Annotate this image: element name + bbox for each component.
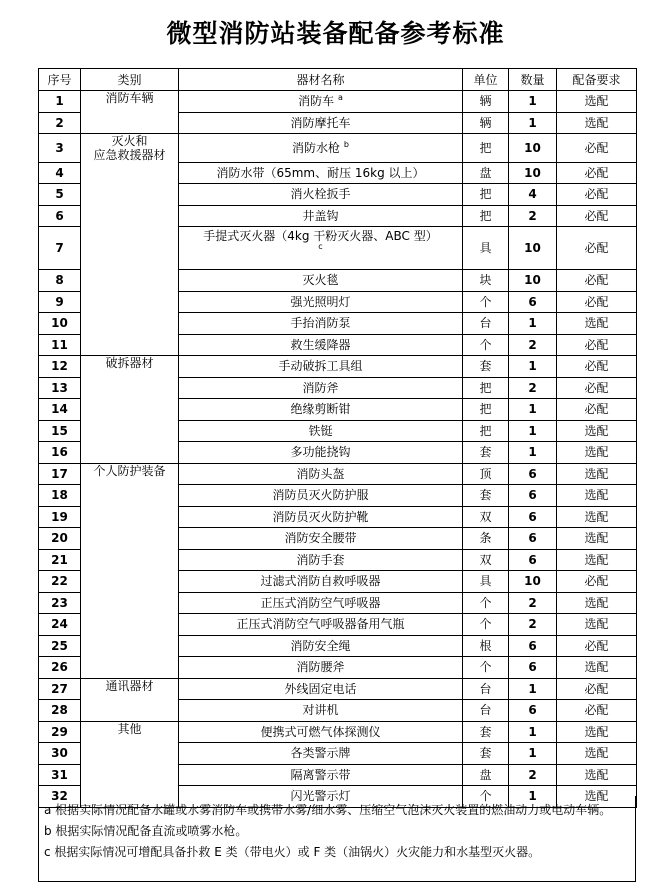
row-quantity: 6 (509, 506, 557, 528)
row-index: 4 (39, 162, 81, 184)
row-category (81, 635, 179, 657)
row-name (179, 700, 463, 722)
row-unit: 具 (463, 571, 509, 593)
row-index: 20 (39, 528, 81, 550)
row-quantity: 10 (509, 227, 557, 270)
row-unit: 条 (463, 528, 509, 550)
row-requirement: 选配 (557, 743, 637, 765)
row-unit: 具 (463, 227, 509, 270)
table-row (39, 184, 637, 206)
row-quantity: 1 (509, 399, 557, 421)
row-name (179, 227, 463, 270)
row-requirement: 必配 (557, 134, 637, 163)
equipment-name: 消防水带（65mm、耐压 16kg 以上） (216, 165, 425, 180)
row-requirement: 选配 (557, 485, 637, 507)
table-row (39, 420, 637, 442)
row-requirement: 选配 (557, 313, 637, 335)
row-requirement: 选配 (557, 549, 637, 571)
row-category (81, 91, 179, 113)
row-index: 16 (39, 442, 81, 464)
equipment-name: 井盖钩 (302, 208, 339, 223)
row-name (179, 270, 463, 292)
row-unit: 套 (463, 485, 509, 507)
row-requirement: 必配 (557, 635, 637, 657)
table-row (39, 678, 637, 700)
row-category (81, 442, 179, 464)
table-row (39, 528, 637, 550)
table-row (39, 657, 637, 679)
row-category (81, 313, 179, 335)
equipment-name: 铁铤 (308, 423, 333, 438)
row-requirement: 必配 (557, 399, 637, 421)
row-unit: 个 (463, 786, 509, 808)
row-category (81, 485, 179, 507)
equipment-name: 强光照明灯 (290, 294, 351, 309)
row-category (81, 356, 179, 378)
row-unit: 双 (463, 549, 509, 571)
row-requirement: 选配 (557, 112, 637, 134)
row-category (81, 162, 179, 184)
row-requirement: 选配 (557, 614, 637, 636)
row-unit: 把 (463, 377, 509, 399)
row-category (81, 334, 179, 356)
table-row (39, 291, 637, 313)
category-label: 个人防护装备 (93, 463, 166, 478)
equipment-name: 救生缓降器 (290, 337, 351, 352)
row-requirement: 选配 (557, 657, 637, 679)
row-index: 29 (39, 721, 81, 743)
row-quantity: 6 (509, 528, 557, 550)
row-quantity: 1 (509, 420, 557, 442)
row-quantity: 1 (509, 786, 557, 808)
row-unit: 把 (463, 399, 509, 421)
row-category (81, 700, 179, 722)
row-quantity: 10 (509, 571, 557, 593)
row-unit: 个 (463, 614, 509, 636)
row-requirement: 选配 (557, 528, 637, 550)
row-index: 31 (39, 764, 81, 786)
row-unit: 把 (463, 134, 509, 163)
row-unit: 根 (463, 635, 509, 657)
equipment-name: 消火栓扳手 (290, 187, 351, 202)
row-requirement: 选配 (557, 764, 637, 786)
row-index: 24 (39, 614, 81, 636)
equipment-name: 灭火毯 (302, 273, 339, 288)
row-index: 7 (39, 227, 81, 270)
row-index: 27 (39, 678, 81, 700)
equipment-name: 消防安全绳 (290, 638, 351, 653)
table-row (39, 743, 637, 765)
row-quantity: 6 (509, 549, 557, 571)
row-category (81, 205, 179, 227)
row-unit: 辆 (463, 91, 509, 113)
row-quantity: 10 (509, 134, 557, 163)
row-unit: 辆 (463, 112, 509, 134)
row-category (81, 184, 179, 206)
category-label: 通讯器材 (105, 678, 154, 693)
footnote-b: b 根据实际情况配备直流或喷雾水枪。 (44, 824, 248, 838)
row-quantity: 2 (509, 334, 557, 356)
row-quantity: 6 (509, 700, 557, 722)
table-row (39, 700, 637, 722)
row-quantity: 1 (509, 356, 557, 378)
header-index: 序号 (39, 69, 81, 91)
row-unit: 台 (463, 313, 509, 335)
row-requirement: 必配 (557, 162, 637, 184)
equipment-name: 各类警示牌 (290, 746, 351, 761)
row-name (179, 184, 463, 206)
row-quantity: 2 (509, 205, 557, 227)
row-requirement: 必配 (557, 184, 637, 206)
row-index: 14 (39, 399, 81, 421)
footnote-marker: c (318, 242, 323, 251)
row-name (179, 571, 463, 593)
row-index: 11 (39, 334, 81, 356)
row-category (81, 506, 179, 528)
footnotes (38, 796, 636, 882)
row-quantity: 1 (509, 313, 557, 335)
row-name (179, 134, 463, 163)
row-category (81, 399, 179, 421)
equipment-name: 消防手套 (296, 552, 345, 567)
table-row (39, 506, 637, 528)
row-name (179, 313, 463, 335)
row-quantity: 1 (509, 442, 557, 464)
row-index: 9 (39, 291, 81, 313)
footnote-marker: a (337, 93, 343, 103)
row-requirement: 必配 (557, 227, 637, 270)
row-index: 22 (39, 571, 81, 593)
row-quantity: 2 (509, 592, 557, 614)
row-unit: 双 (463, 506, 509, 528)
table-row (39, 134, 637, 163)
row-requirement: 选配 (557, 786, 637, 808)
table-row (39, 162, 637, 184)
row-name (179, 334, 463, 356)
row-requirement: 选配 (557, 721, 637, 743)
row-name (179, 399, 463, 421)
category-label: 其他 (117, 721, 142, 736)
header-name: 器材名称 (179, 69, 463, 91)
row-quantity: 10 (509, 162, 557, 184)
row-name (179, 463, 463, 485)
row-requirement: 选配 (557, 442, 637, 464)
row-quantity: 1 (509, 112, 557, 134)
equipment-table (38, 68, 637, 808)
row-quantity: 6 (509, 485, 557, 507)
table-row (39, 399, 637, 421)
row-requirement: 必配 (557, 356, 637, 378)
header-requirement: 配备要求 (557, 69, 637, 91)
row-unit: 盘 (463, 764, 509, 786)
equipment-name: 消防摩托车 (290, 115, 351, 130)
row-requirement: 必配 (557, 700, 637, 722)
row-category (81, 743, 179, 765)
row-quantity: 6 (509, 635, 557, 657)
equipment-name: 消防员灭火防护靴 (272, 509, 369, 524)
equipment-name: 过滤式消防自救呼吸器 (260, 574, 381, 589)
equipment-name: 消防水枪 (292, 140, 341, 155)
row-index: 6 (39, 205, 81, 227)
table-header-row (39, 69, 637, 91)
row-quantity: 2 (509, 614, 557, 636)
equipment-name: 正压式消防空气呼吸器 (260, 595, 381, 610)
row-requirement: 必配 (557, 571, 637, 593)
row-category (81, 463, 179, 485)
row-category (81, 657, 179, 679)
table-row (39, 91, 637, 113)
row-name (179, 162, 463, 184)
row-unit: 顶 (463, 463, 509, 485)
row-unit: 个 (463, 592, 509, 614)
row-index: 30 (39, 743, 81, 765)
row-unit: 套 (463, 442, 509, 464)
row-name (179, 91, 463, 113)
equipment-name: 消防斧 (302, 380, 339, 395)
equipment-name: 手抬消防泵 (290, 316, 351, 331)
row-unit: 套 (463, 356, 509, 378)
row-index: 12 (39, 356, 81, 378)
row-index: 13 (39, 377, 81, 399)
row-category (81, 592, 179, 614)
row-requirement: 选配 (557, 91, 637, 113)
row-requirement: 选配 (557, 420, 637, 442)
row-unit: 个 (463, 334, 509, 356)
row-category (81, 227, 179, 270)
header-quantity: 数量 (509, 69, 557, 91)
equipment-name: 消防安全腰带 (284, 531, 357, 546)
row-index: 17 (39, 463, 81, 485)
row-unit: 台 (463, 678, 509, 700)
row-requirement: 必配 (557, 291, 637, 313)
header-category: 类别 (81, 69, 179, 91)
row-quantity: 1 (509, 678, 557, 700)
row-index: 8 (39, 270, 81, 292)
page-title: 微型消防站装备配备参考标准 (166, 19, 505, 48)
row-index: 23 (39, 592, 81, 614)
row-unit: 个 (463, 291, 509, 313)
row-name (179, 420, 463, 442)
row-requirement: 必配 (557, 334, 637, 356)
equipment-name: 便携式可燃气体探测仪 (260, 724, 381, 739)
category-label: 破拆器材 (105, 356, 154, 370)
row-quantity: 6 (509, 463, 557, 485)
row-index: 28 (39, 700, 81, 722)
category-label: 消防车辆 (105, 91, 154, 105)
row-category (81, 112, 179, 134)
table-row (39, 614, 637, 636)
equipment-name: 手提式灭火器（4kg 干粉灭火器、ABC 型） (203, 229, 438, 243)
row-unit: 套 (463, 743, 509, 765)
equipment-name: 隔离警示带 (290, 767, 351, 782)
row-unit: 把 (463, 184, 509, 206)
row-quantity: 1 (509, 721, 557, 743)
row-requirement: 必配 (557, 377, 637, 399)
table-row (39, 463, 637, 485)
row-name (179, 678, 463, 700)
row-requirement: 选配 (557, 463, 637, 485)
row-category (81, 134, 179, 163)
row-name (179, 592, 463, 614)
category-label: 灭火和 应急救援器材 (93, 134, 166, 162)
row-quantity: 1 (509, 91, 557, 113)
table-row (39, 635, 637, 657)
row-name (179, 485, 463, 507)
row-index: 2 (39, 112, 81, 134)
row-name (179, 356, 463, 378)
row-category (81, 721, 179, 743)
table-row (39, 313, 637, 335)
row-name (179, 764, 463, 786)
row-unit: 个 (463, 657, 509, 679)
row-index: 18 (39, 485, 81, 507)
row-name (179, 549, 463, 571)
equipment-name: 消防头盔 (296, 466, 345, 481)
table-row (39, 356, 637, 378)
equipment-name: 消防腰斧 (296, 660, 345, 675)
row-category (81, 528, 179, 550)
equipment-name: 正压式消防空气呼吸器备用气瓶 (236, 617, 405, 632)
row-quantity: 4 (509, 184, 557, 206)
row-name (179, 442, 463, 464)
row-index: 26 (39, 657, 81, 679)
row-requirement: 必配 (557, 678, 637, 700)
row-unit: 块 (463, 270, 509, 292)
row-name (179, 205, 463, 227)
table-row (39, 334, 637, 356)
row-quantity: 10 (509, 270, 557, 292)
table-row (39, 227, 637, 270)
row-quantity: 2 (509, 764, 557, 786)
row-index: 15 (39, 420, 81, 442)
row-index: 19 (39, 506, 81, 528)
row-quantity: 2 (509, 377, 557, 399)
table-row (39, 270, 637, 292)
row-index: 3 (39, 134, 81, 163)
row-category (81, 420, 179, 442)
row-category (81, 571, 179, 593)
row-requirement: 必配 (557, 205, 637, 227)
footnote-marker: b (343, 139, 349, 149)
row-index: 21 (39, 549, 81, 571)
equipment-name: 外线固定电话 (284, 681, 357, 696)
row-category (81, 614, 179, 636)
row-unit: 套 (463, 721, 509, 743)
row-name (179, 291, 463, 313)
row-name (179, 635, 463, 657)
row-unit: 盘 (463, 162, 509, 184)
row-name (179, 112, 463, 134)
table-row (39, 442, 637, 464)
equipment-name: 对讲机 (302, 703, 339, 718)
row-category (81, 764, 179, 786)
row-category (81, 549, 179, 571)
table-row (39, 764, 637, 786)
row-index: 10 (39, 313, 81, 335)
table-row (39, 485, 637, 507)
row-name (179, 743, 463, 765)
row-requirement: 选配 (557, 506, 637, 528)
table-row (39, 721, 637, 743)
row-unit: 把 (463, 205, 509, 227)
equipment-name: 闪光警示灯 (290, 789, 351, 804)
table-row (39, 377, 637, 399)
row-index: 32 (39, 786, 81, 808)
table-row (39, 549, 637, 571)
header-unit: 单位 (463, 69, 509, 91)
row-requirement: 选配 (557, 592, 637, 614)
row-unit: 把 (463, 420, 509, 442)
row-quantity: 6 (509, 291, 557, 313)
footnote-c: c 根据实际情况可增配具备扑救 E 类（带电火）或 F 类（油锅火）火灾能力和水基型灭火器。 (44, 845, 541, 859)
row-category (81, 377, 179, 399)
row-index: 5 (39, 184, 81, 206)
row-category (81, 291, 179, 313)
table-row (39, 205, 637, 227)
row-name (179, 377, 463, 399)
table-row (39, 592, 637, 614)
footnote-a: a 根据实际情况配备水罐或水雾消防车或携带水雾/细水雾、压缩空气泡沫灭火装置的燃油动力或电动车辆。 (44, 803, 612, 817)
equipment-name: 多功能挠钩 (290, 445, 351, 460)
table-row (39, 112, 637, 134)
equipment-name: 绝缘剪断钳 (290, 402, 351, 417)
equipment-name: 消防员灭火防护服 (272, 488, 369, 503)
row-name (179, 614, 463, 636)
equipment-name: 手动破拆工具组 (278, 359, 363, 374)
row-name (179, 506, 463, 528)
equipment-name: 消防车 (298, 94, 335, 109)
row-requirement: 必配 (557, 270, 637, 292)
row-name (179, 721, 463, 743)
row-name (179, 528, 463, 550)
table-row (39, 571, 637, 593)
row-quantity: 1 (509, 743, 557, 765)
row-category (81, 270, 179, 292)
row-category (81, 678, 179, 700)
row-index: 25 (39, 635, 81, 657)
row-name (179, 657, 463, 679)
row-quantity: 6 (509, 657, 557, 679)
row-index: 1 (39, 91, 81, 113)
row-unit: 台 (463, 700, 509, 722)
